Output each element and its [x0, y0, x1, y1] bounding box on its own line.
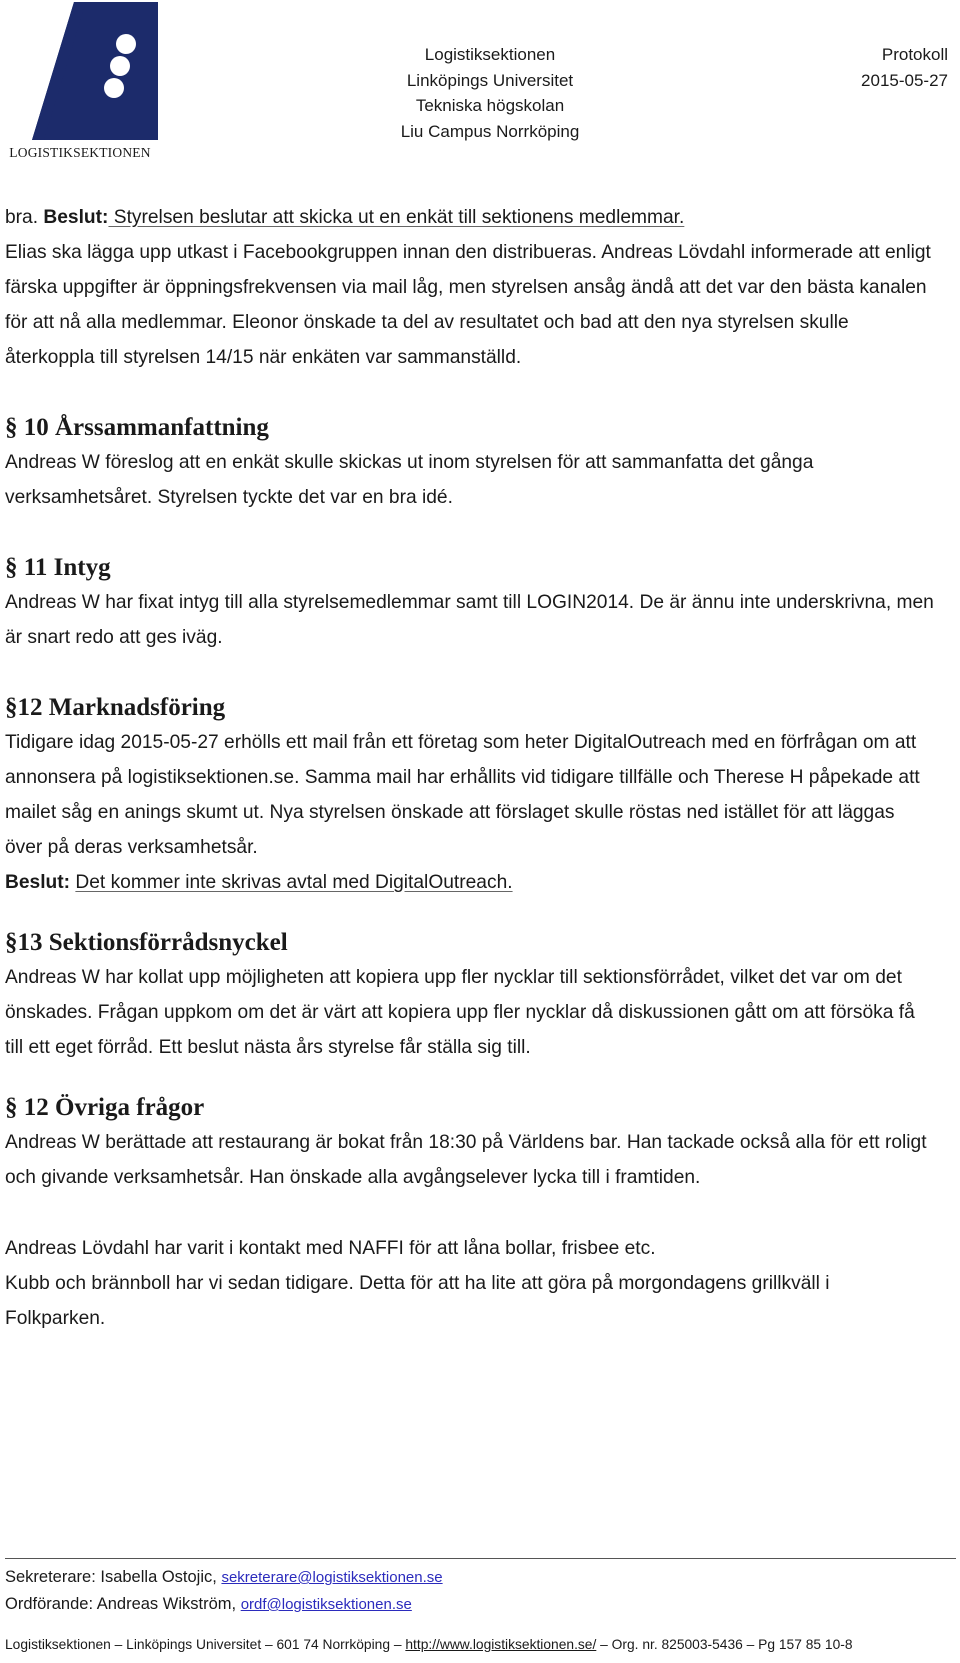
- chair-label: Ordförande: Andreas Wikström,: [5, 1595, 241, 1613]
- website-link[interactable]: http://www.logistiksektionen.se/: [405, 1637, 597, 1652]
- logo-wordmark: LOGISTIKSEKTIONEN: [9, 145, 151, 160]
- secretary-email-link[interactable]: sekreterare@logistiksektionen.se: [221, 1569, 443, 1586]
- section-heading-13: §13 Sektionsförrådsnyckel: [5, 929, 288, 956]
- footer-org-number: – Org. nr. 825003-5436 – Pg 157 85 10-8: [596, 1637, 853, 1652]
- section-body-13: Andreas W har kollat upp möjligheten att kopiera upp fler nycklar till sektionsförrådet, vilket det var om det önskades. Frågan uppkom om det är värt att kopiera upp fler nycklar då diskussionen gått om att försöka få till ett eget förråd. Ett beslut nästa års styrelse får ställa sig till.: [5, 967, 915, 1058]
- decision-text: Det kommer inte skrivas avtal med DigitalOutreach.: [75, 872, 513, 893]
- bottom-footer: [5, 1637, 955, 1652]
- logistiksektionen-logo: [14, 2, 170, 162]
- chair-email-link[interactable]: ordf@logistiksektionen.se: [240, 1596, 412, 1613]
- section-heading-10: § 10 Årssammanfattning: [5, 414, 269, 441]
- decision-label: Beslut:: [5, 872, 71, 893]
- chair-line: [5, 1591, 443, 1618]
- secretary-label: Sekreterare: Isabella Ostojic,: [5, 1568, 222, 1586]
- footer-address: Logistiksektionen – Linköpings Universitet – 601 74 Norrköping –: [5, 1637, 406, 1652]
- section-body-10: Andreas W föreslog att en enkät skulle skickas ut inom styrelsen för att sammanfatta det gånga verksamhetsåret. Styrelsen tyckte det var en bra idé.: [5, 452, 814, 508]
- org-line: Tekniska högskolan: [415, 96, 565, 115]
- section-heading-other: § 12 Övriga frågor: [5, 1094, 205, 1121]
- document-type: Protokoll: [881, 45, 948, 64]
- intro-text: bra.: [5, 207, 44, 228]
- organization-block: [360, 42, 620, 144]
- footer-divider: [5, 1558, 956, 1559]
- document-date: 2015-05-27: [861, 70, 948, 90]
- closing-line: Kubb och brännboll har vi sedan tidigare. Detta för att ha lite att göra på morgondagens grillkväll i Folkparken.: [5, 1273, 830, 1329]
- org-line: Liu Campus Norrköping: [400, 121, 580, 141]
- section-body-11: Andreas W har fixat intyg till alla styrelsemedlemmar samt till LOGIN2014. De är ännu inte underskrivna, men är snart redo att ges iväg.: [5, 592, 934, 648]
- protocol-body: [5, 200, 935, 1336]
- closing-line: Andreas Lövdahl har varit i kontakt med NAFFI för att låna bollar, frisbee etc.: [5, 1238, 656, 1259]
- section-12-text: Tidigare idag 2015-05-27 erhölls ett mail från ett företag som heter DigitalOutreach med en förfrågan om att annonsera på logistiksektionen.se. Samma mail har erhållits vid tidigare tillfälle och Therese H påpekade att mailet såg en anings skumt ut. Nya styrelsen önskade att förslaget skulle röstas ned istället för att läggas över på deras verksamhetsår.: [5, 732, 920, 858]
- signature-block: [5, 1564, 443, 1618]
- intro-paragraph: [5, 200, 935, 375]
- section-heading-11: § 11 Intyg: [5, 554, 111, 581]
- org-line: Logistiksektionen: [424, 45, 556, 64]
- secretary-line: [5, 1564, 443, 1591]
- section-heading-12: §12 Marknadsföring: [5, 694, 226, 721]
- document-meta: [861, 42, 948, 93]
- section-body-other: Andreas W berättade att restaurang är bokat från 18:30 på Världens bar. Han tackade också alla för ett roligt och givande verksamhetsår. Han önskade alla avgångselever lycka till i framtiden.: [5, 1132, 927, 1188]
- section-body-12: [5, 725, 935, 900]
- org-line: Linköpings Universitet: [406, 70, 574, 90]
- decision-label: Beslut:: [43, 207, 109, 228]
- decision-text: Styrelsen beslutar att skicka ut en enkät till sektionens medlemmar.: [108, 207, 685, 228]
- closing-paragraph: [5, 1231, 935, 1336]
- intro-rest: Elias ska lägga upp utkast i Facebookgruppen innan den distribueras. Andreas Lövdahl informerade att enligt färska uppgifter är öppningsfrekvensen via mail låg, men styrelsen ansåg ändå att det var den bästa kanalen för att nå alla medlemmar. Eleonor önskade ta del av resultatet och bad att den nya styrelsen skulle återkoppla till styrelsen 14/15 när enkäten var sammanställd.: [5, 242, 931, 368]
